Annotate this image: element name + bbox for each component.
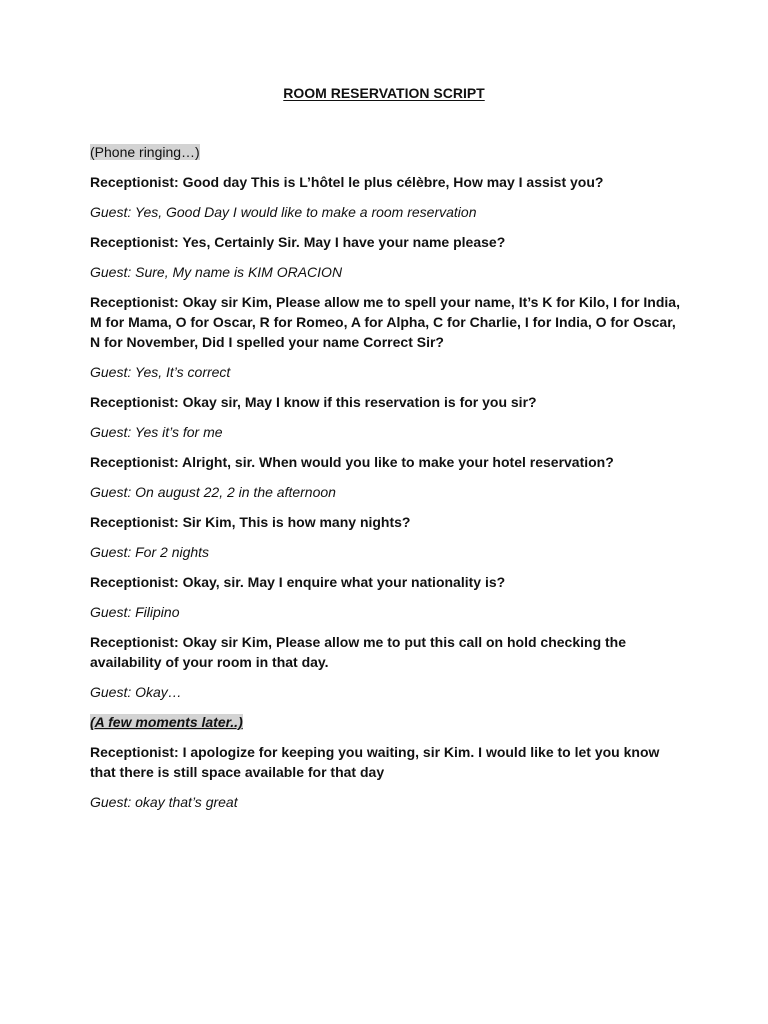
receptionist-line: Receptionist: Okay sir Kim, Please allow me to spell your name, It’s K for Kilo, I for India, M for Mama, O for Oscar, R for Romeo, A for Alpha, C for Charlie, I for India, O for Oscar, N for November, Did I spelled your name Correct Sir? [90, 294, 680, 350]
stage-direction-phone-ringing: (Phone ringing…) [90, 144, 200, 160]
receptionist-line: Receptionist: Alright, sir. When would you like to make your hotel reservation? [90, 454, 614, 470]
guest-line: Guest: For 2 nights [90, 544, 210, 560]
guest-line: Guest: Filipino [90, 604, 180, 620]
receptionist-line: Receptionist: Yes, Certainly Sir. May I have your name please? [90, 234, 506, 250]
receptionist-line: Receptionist: Okay sir Kim, Please allow me to put this call on hold checking the availability of your room in that day. [90, 634, 627, 670]
receptionist-line: Receptionist: Okay, sir. May I enquire what your nationality is? [90, 574, 506, 590]
script-body [90, 142, 686, 822]
stage-direction-few-moments-later: (A few moments later..) [90, 714, 243, 730]
guest-line: Guest: Yes it’s for me [90, 424, 223, 440]
guest-line: Guest: Okay… [90, 684, 182, 700]
receptionist-line: Receptionist: Sir Kim, This is how many nights? [90, 514, 411, 530]
receptionist-line: Receptionist: Good day This is L’hôtel le plus célèbre, How may I assist you? [90, 174, 604, 190]
guest-line: Guest: Yes, Good Day I would like to make a room reservation [90, 204, 477, 220]
receptionist-line: Receptionist: I apologize for keeping you waiting, sir Kim. I would like to let you know that there is still space available for that day [90, 744, 660, 780]
document-title: ROOM RESERVATION SCRIPT [283, 85, 485, 101]
receptionist-line: Receptionist: Okay sir, May I know if this reservation is for you sir? [90, 394, 537, 410]
guest-line: Guest: okay that’s great [90, 794, 238, 810]
guest-line: Guest: Yes, It’s correct [90, 364, 231, 380]
guest-line: Guest: Sure, My name is KIM ORACION [90, 264, 343, 280]
guest-line: Guest: On august 22, 2 in the afternoon [90, 484, 336, 500]
